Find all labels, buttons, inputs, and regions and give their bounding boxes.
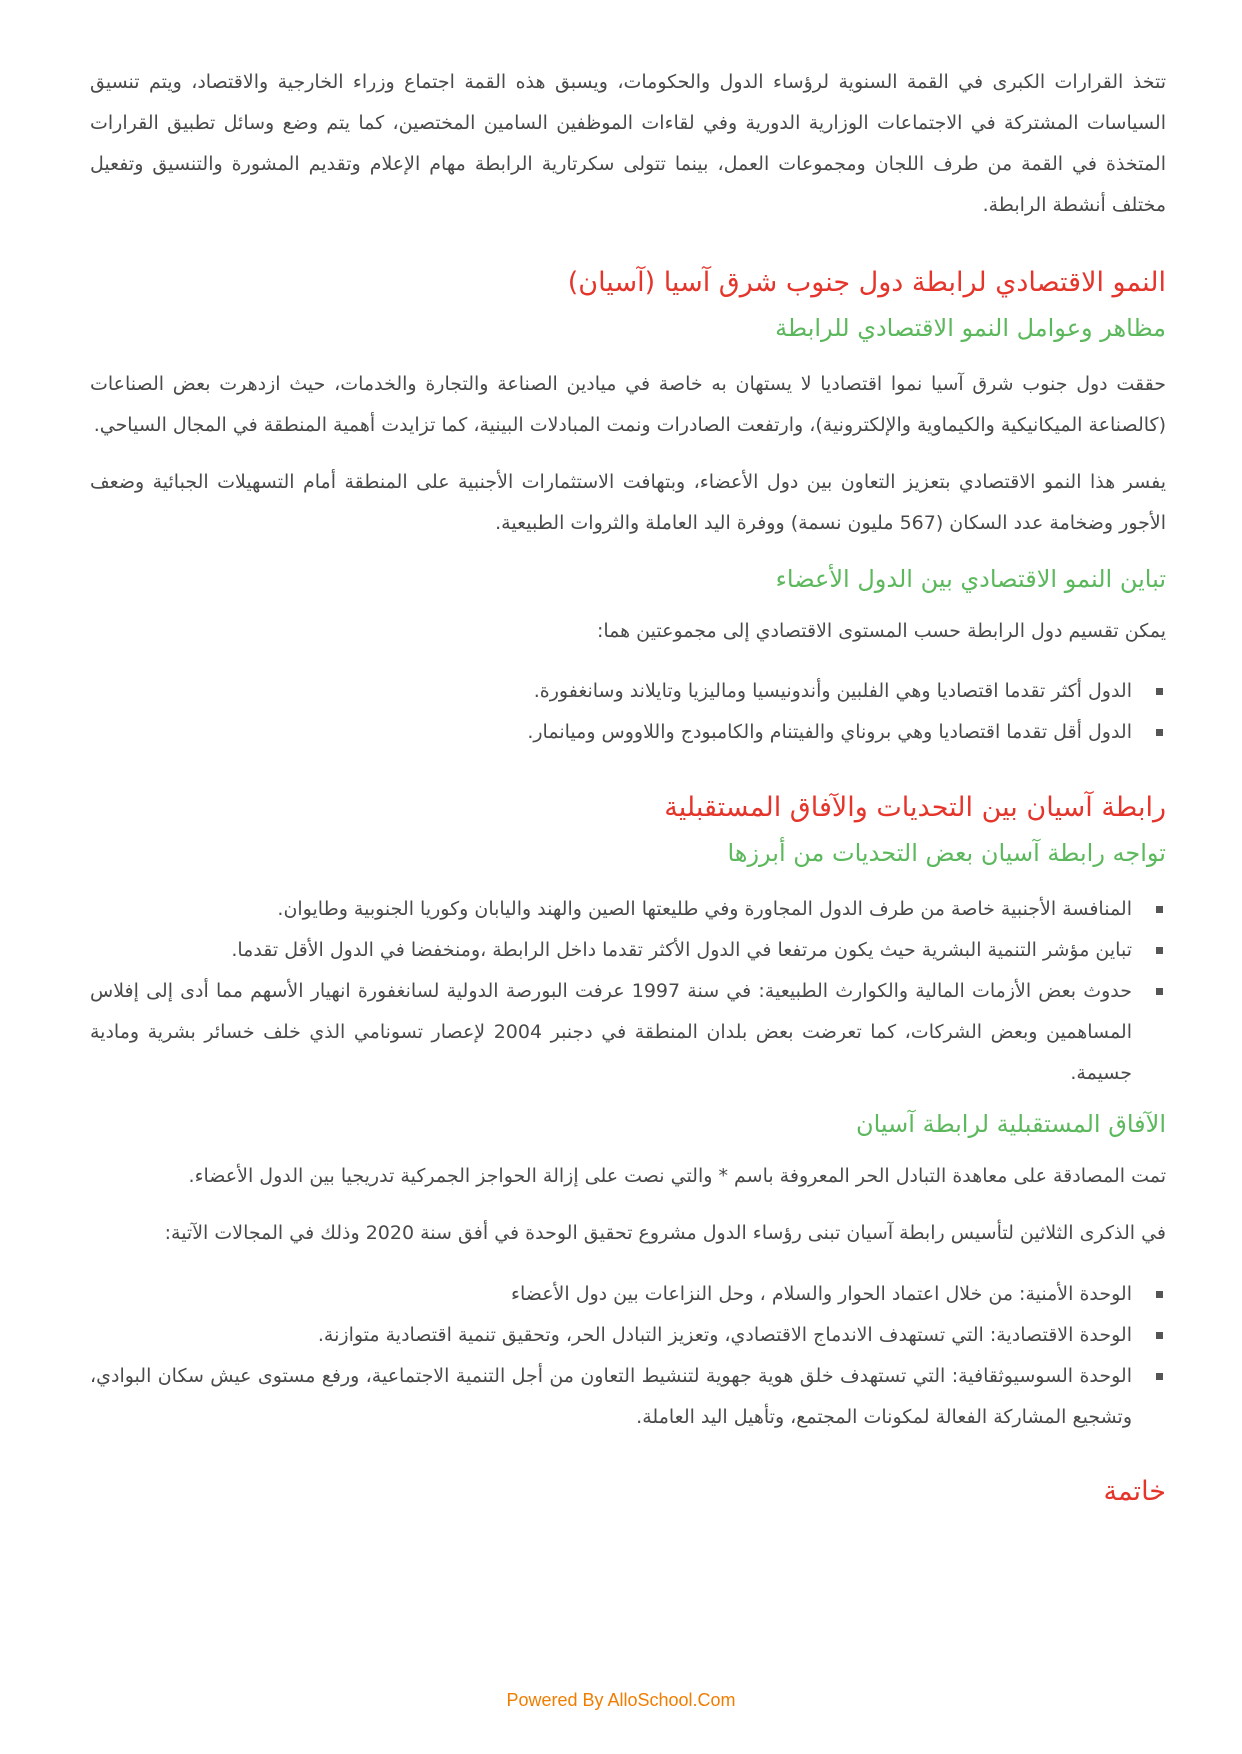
- intro-paragraph: تتخذ القرارات الكبرى في القمة السنوية لرؤساء الدول والحكومات، ويسبق هذه القمة اجتماع وزراء الخارجية والاقتصاد، ويتم تنسيق السياسات المشتركة في الاجتماعات الوزارية الدورية وفي لقاءات الموظفين السامين المختصين، كما يتم وضع وسائل تطبيق القرارات المتخذة في القمة من طرف اللجان ومجموعات العمل، بينما تتولى سكرتارية الرابطة مهام الإعلام وتقديم المشورة والتنسيق وتفعيل مختلف أنشطة الرابطة.: [90, 71, 1166, 216]
- section-title-growth: النمو الاقتصادي لرابطة دول جنوب شرق آسيا (آسيان): [567, 267, 1166, 298]
- list-item: حدوث بعض الأزمات المالية والكوارث الطبيعية: في سنة 1997 عرفت البورصة الدولية لسانغفورة انهيار الأسهم مما أدى إلى إفلاس المساهمين وبعض الشركات، كما تعرضت بعض بلدان المنطقة في دجنبر 2004 لإعصار تسونامي الذي خلف خسائر بشرية ومادية جسيمة.: [90, 971, 1166, 1094]
- country-groups-list: [90, 671, 1166, 753]
- growth-paragraph-1: حققت دول جنوب شرق آسيا نموا اقتصاديا لا يستهان به خاصة في ميادين الصناعة والتجارة والخدمات، حيث ازدهرت بعض الصناعات (كالصناعة الميكانيكية والكيماوية والإلكترونية)، وارتفعت الصادرات ونمت المبادلات البينية، كما تزايدت أهمية المنطقة في المجال السياحي.: [90, 373, 1166, 436]
- footer-powered-by[interactable]: Powered By AlloSchool.Com: [506, 1690, 736, 1710]
- subsection-title-growth-factors: مظاهر وعوامل النمو الاقتصادي للرابطة: [775, 314, 1166, 342]
- growth-paragraph-2: يفسر هذا النمو الاقتصادي بتعزيز التعاون بين دول الأعضاء، وبتهافت الاستثمارات الأجنبية على المنطقة أمام التسهيلات الجبائية وضعف الأجور وضخامة عدد السكان (567 مليون نسمة) ووفرة اليد العاملة والثروات الطبيعية.: [90, 471, 1166, 534]
- prospects-paragraph-2: في الذكرى الثلاثين لتأسيس رابطة آسيان تبنى رؤساء الدول مشروع تحقيق الوحدة في أفق سنة 2020 وذلك في المجالات الآتية:: [164, 1222, 1166, 1244]
- subsection-title-challenges: تواجه رابطة آسيان بعض التحديات من أبرزها: [727, 839, 1166, 867]
- list-item: الوحدة الاقتصادية: التي تستهدف الاندماج الاقتصادي، وتعزيز التبادل الحر، وتحقيق تنمية اقتصادية متوازنة.: [90, 1315, 1166, 1356]
- bullet-square-icon: [1156, 1332, 1163, 1339]
- bullet-square-icon: [1156, 688, 1163, 695]
- document-page: [90, 62, 1166, 1512]
- prospects-paragraph-1: تمت المصادقة على معاهدة التبادل الحر المعروفة باسم * والتي نصت على إزالة الحواجز الجمركية تدريجيا بين الدول الأعضاء.: [188, 1165, 1166, 1187]
- subsection-title-growth-disparity: تباين النمو الاقتصادي بين الدول الأعضاء: [775, 565, 1166, 593]
- bullet-square-icon: [1156, 947, 1163, 954]
- section-title-challenges: رابطة آسيان بين التحديات والآفاق المستقبلية: [664, 792, 1166, 823]
- bullet-square-icon: [1156, 1291, 1163, 1298]
- bullet-square-icon: [1156, 906, 1163, 913]
- conclusion-title: خاتمة: [1103, 1476, 1166, 1507]
- list-item: الدول أكثر تقدما اقتصاديا وهي الفلبين وأندونيسيا وماليزيا وتايلاند وسانغفورة.: [90, 671, 1166, 712]
- list-item: تباين مؤشر التنمية البشرية حيث يكون مرتفعا في الدول الأكثر تقدما داخل الرابطة ،ومنخفضا في الدول الأقل تقدما.: [90, 930, 1166, 971]
- subsection-title-future-prospects: الآفاق المستقبلية لرابطة آسيان: [855, 1110, 1166, 1138]
- bullet-square-icon: [1156, 988, 1163, 995]
- list-item: الدول أقل تقدما اقتصاديا وهي بروناي والفيتنام والكامبودج واللاووس وميانمار.: [90, 712, 1166, 753]
- unity-areas-list: [90, 1274, 1166, 1438]
- list-item: المنافسة الأجنبية خاصة من طرف الدول المجاورة وفي طليعتها الصين والهند واليابان وكوريا الجنوبية وطايوان.: [90, 889, 1166, 930]
- bullet-square-icon: [1156, 729, 1163, 736]
- list-item: الوحدة السوسيوثقافية: التي تستهدف خلق هوية جهوية لتنشيط التعاون من أجل التنمية الاجتماعية، ورفع مستوى عيش سكان البوادي، وتشجيع المشاركة الفعالة لمكونات المجتمع، وتأهيل اليد العاملة.: [90, 1356, 1166, 1438]
- list-item: الوحدة الأمنية: من خلال اعتماد الحوار والسلام ، وحل النزاعات بين دول الأعضاء: [90, 1274, 1166, 1315]
- challenges-list: [90, 889, 1166, 1094]
- disparity-paragraph: يمكن تقسيم دول الرابطة حسب المستوى الاقتصادي إلى مجموعتين هما:: [596, 620, 1166, 642]
- bullet-square-icon: [1156, 1373, 1163, 1380]
